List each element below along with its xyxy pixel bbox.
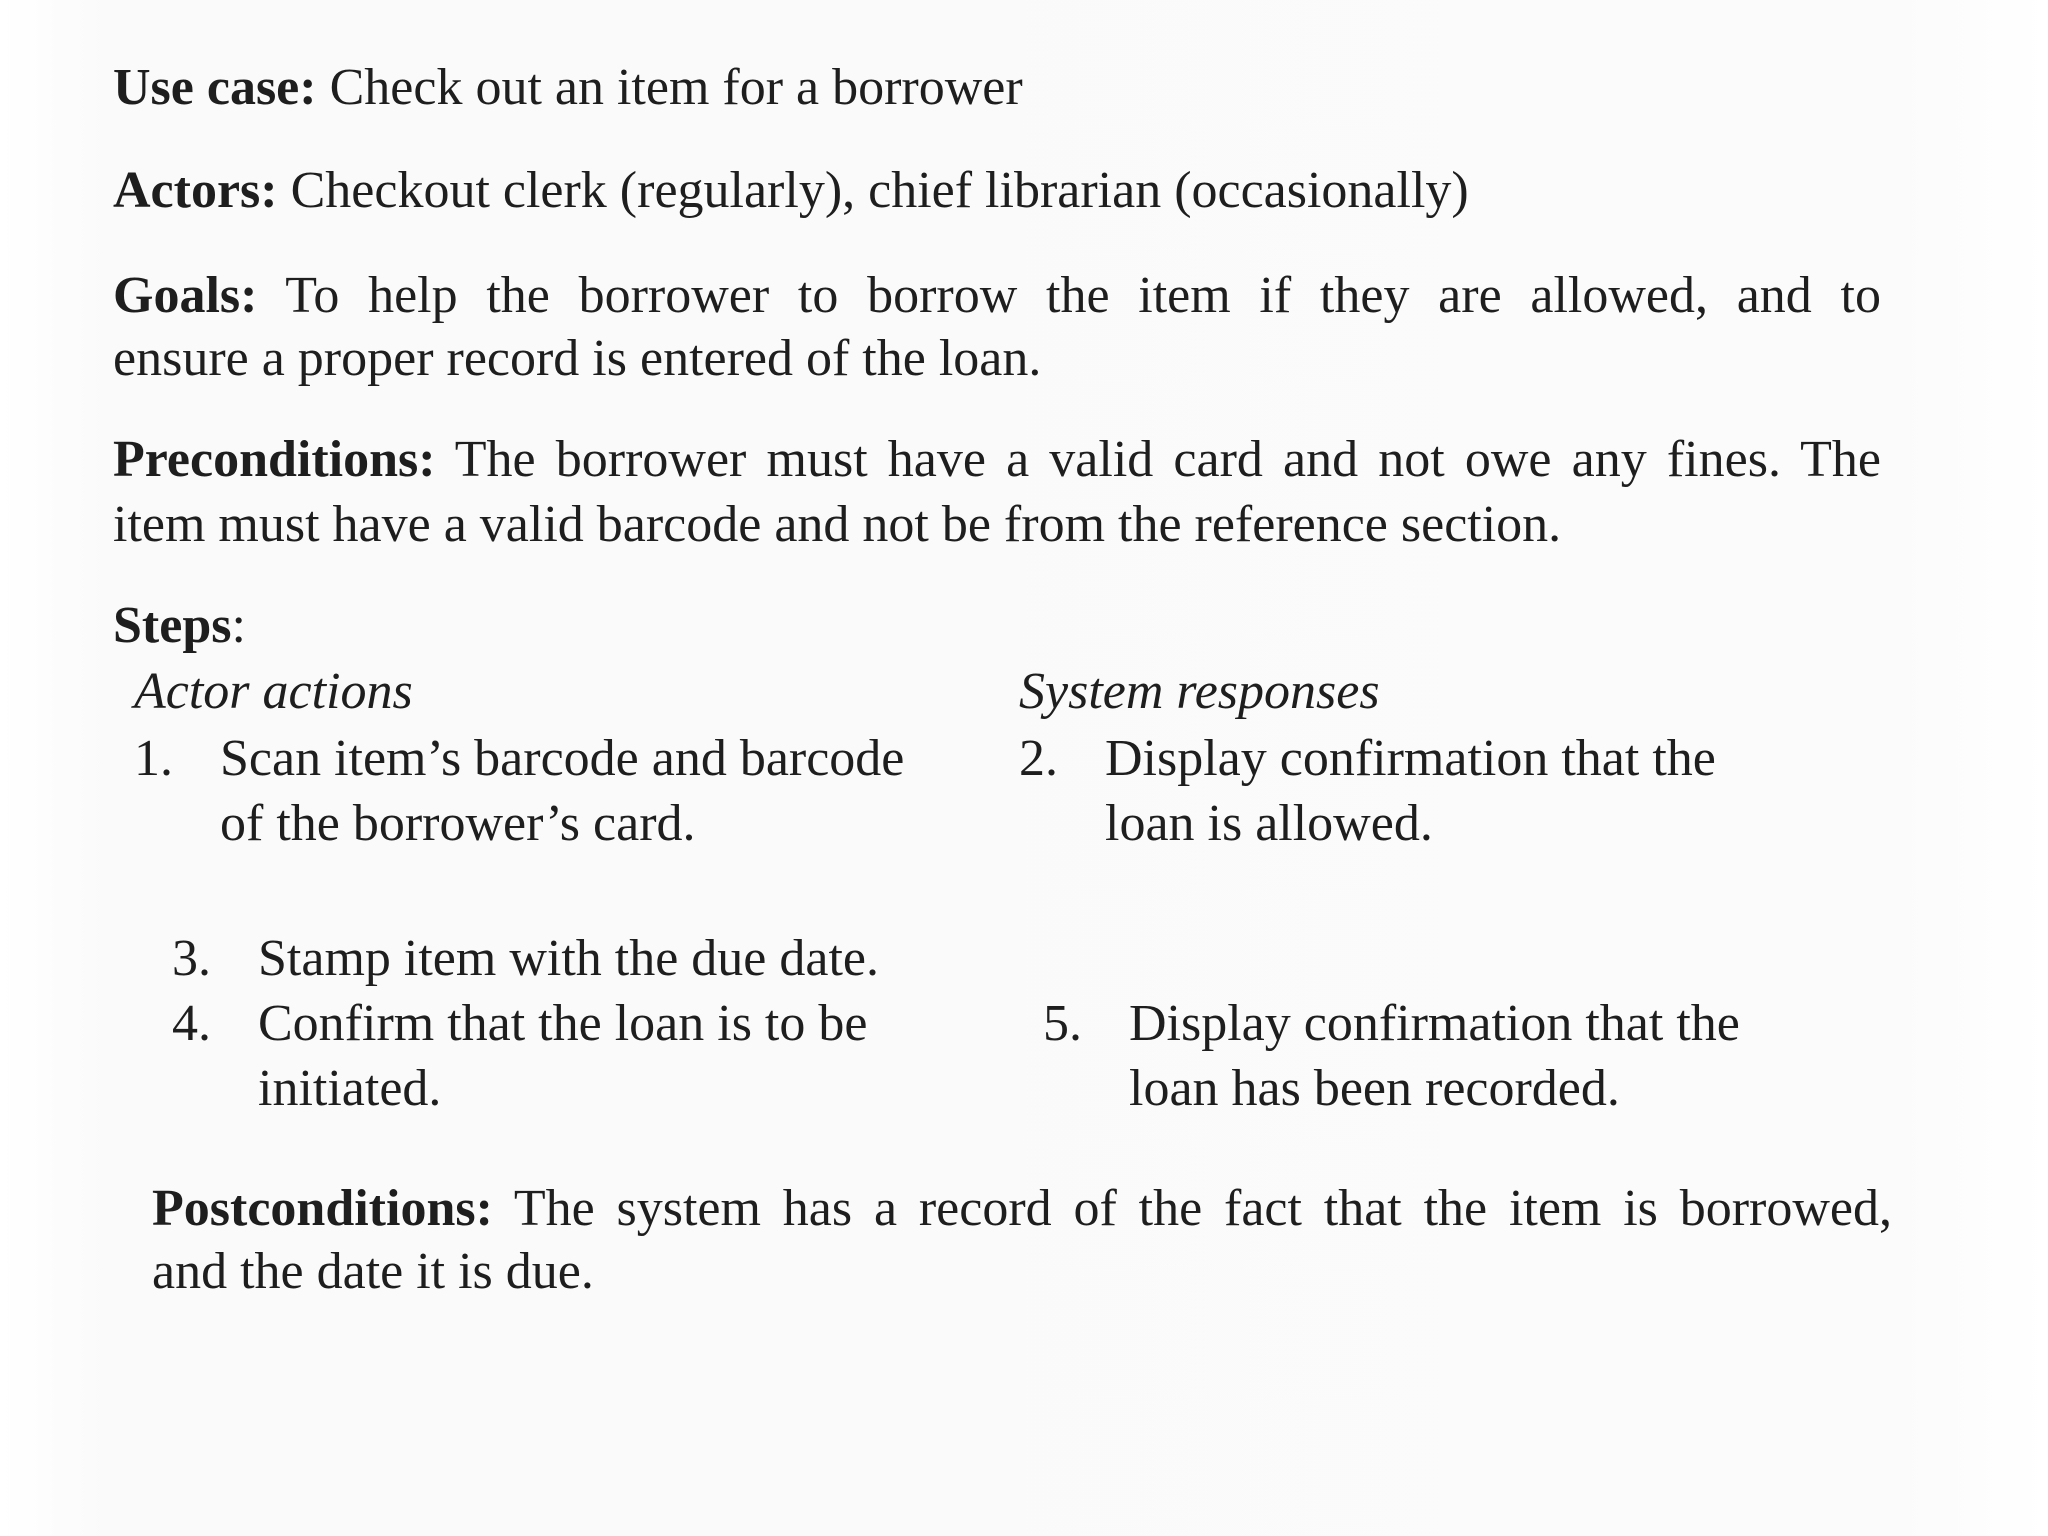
step-5-line-1: Display confirmation that the bbox=[1129, 995, 1740, 1052]
system-responses-header: System responses bbox=[1019, 663, 1380, 720]
goals-text-2: ensure a proper record is entered of the loan. bbox=[113, 330, 1042, 387]
step-2-line-1: Display confirmation that the bbox=[1105, 730, 1716, 787]
goals-label: Goals: bbox=[113, 267, 258, 324]
use-case-line bbox=[113, 59, 1023, 116]
preconditions-label: Preconditions: bbox=[113, 431, 436, 488]
steps-label: Steps bbox=[113, 597, 232, 654]
postconditions-text-2: and the date it is due. bbox=[152, 1243, 594, 1300]
goals-line-2 bbox=[113, 330, 1042, 387]
goals-text-1: To help the borrower to borrow the item if they are allowed, and to bbox=[257, 267, 1881, 324]
preconditions-line-2 bbox=[113, 496, 1562, 553]
step-4-text bbox=[258, 991, 867, 1121]
step-4-line-2: initiated. bbox=[258, 1060, 442, 1117]
postconditions-line-1 bbox=[152, 1180, 1892, 1237]
step-1-number: 1. bbox=[134, 730, 173, 787]
step-2-number: 2. bbox=[1019, 730, 1058, 787]
step-2-text bbox=[1105, 726, 1716, 856]
actors-line bbox=[113, 162, 1469, 219]
actors-label: Actors: bbox=[113, 162, 278, 219]
steps-heading bbox=[113, 597, 246, 654]
step-3-number: 3. bbox=[172, 930, 211, 987]
goals-line-1 bbox=[113, 267, 1881, 324]
steps-colon: : bbox=[231, 597, 246, 654]
postconditions-line-2 bbox=[152, 1243, 594, 1300]
preconditions-text-2: item must have a valid barcode and not be from the reference section. bbox=[113, 496, 1562, 553]
step-2-line-2: loan is allowed. bbox=[1105, 795, 1433, 852]
postconditions-label: Postconditions: bbox=[152, 1180, 493, 1237]
actor-actions-header: Actor actions bbox=[134, 663, 413, 720]
step-4-line-1: Confirm that the loan is to be bbox=[258, 995, 868, 1052]
step-1-line-1: Scan item’s barcode and barcode bbox=[220, 730, 905, 787]
use-case-text: Check out an item for a borrower bbox=[316, 59, 1023, 116]
postconditions-text-1: The system has a record of the fact that the item is borrowed, bbox=[492, 1180, 1892, 1237]
actors-text: Checkout clerk (regularly), chief librarian (occasionally) bbox=[277, 162, 1469, 219]
step-5-line-2: loan has been recorded. bbox=[1129, 1060, 1620, 1117]
preconditions-text-1: The borrower must have a valid card and not owe any fines. The bbox=[435, 431, 1881, 488]
step-3-text bbox=[258, 926, 879, 991]
step-1-text bbox=[220, 726, 904, 856]
use-case-label: Use case: bbox=[113, 59, 317, 116]
step-3-line-1: Stamp item with the due date. bbox=[258, 930, 879, 987]
step-4-number: 4. bbox=[172, 995, 211, 1052]
step-1-line-2: of the borrower’s card. bbox=[220, 795, 696, 852]
step-5-text bbox=[1129, 991, 1740, 1121]
step-5-number: 5. bbox=[1043, 995, 1082, 1052]
preconditions-line-1 bbox=[113, 431, 1881, 488]
